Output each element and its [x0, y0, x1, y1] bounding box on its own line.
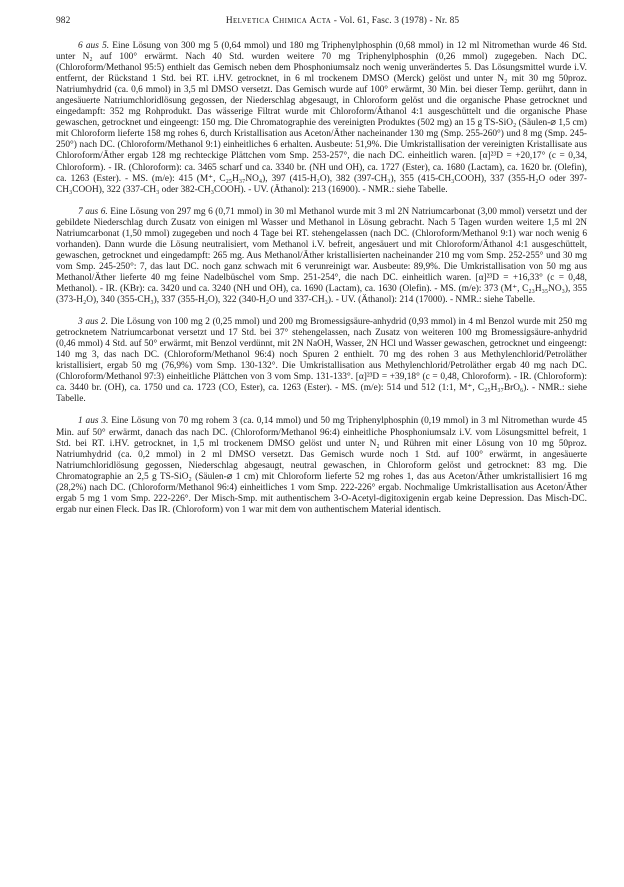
procedure-text: Eine Lösung von 297 mg 6 (0,71 mmol) in 30 ml Methanol wurde mit 3 ml 2N Natriumcarbonat (3,00 mmol) versetzt und der gebildete Niederschlag durch Zusatz von einigen ml Wasser und Methanol in Lösung gebracht. Nach 5 Tagen wurden weitere 1,5 ml 2N Natriumcarbonat (1,50 mmol) zugegeben und noch 4 Tage bei RT. stehengelassen (nach DC. (Chloroform/Methanol 9:1) war noch wenig 6 vorhanden). Dann wurde die Lösung neutralisiert, vom Methanol i.V. befreit, angesäuert und mit Chloroform/Äthanol 4:1 ausgeschüttelt, gewaschen, getrocknet und eingedampft: 265 mg. Aus Methanol/Äther kristallisierten nacheinander 210 mg vom Smp. 252-255° und 30 mg vom Smp. 245-250°: 7, das laut DC. noch ganz schwach mit 6 verunreinigt war. Ausbeute: 89,9%. Die Umkristallisation von 50 mg aus Methanol/Äther lieferte 40 mg feine Nadelbüschel vom Smp. 251-254°, die nach DC. einheitlich waren. [α]²³D = +16,33° (c = 0,48, Methanol). - IR. (KBr): ca. 3420 und ca. 3240 (NH und OH), ca. 1690 (Lactam), ca. 1630 (Olefin). - MS. (m/e): 373 (M⁺, C₂₃H₃₅NO₃), 355 (373-H₂O), 340 (355-CH₃), 337 (355-H₂O), 322 (340-H₂O und 337-CH₃). - UV. (Äthanol): 214 (17000). - NMR.: siehe Tabelle.	[56, 206, 587, 306]
procedure-text: Eine Lösung von 70 mg rohem 3 (ca. 0,14 mmol) und 50 mg Triphenylphosphin (0,19 mmol) in 3 ml Nitromethan wurde 45 Min. auf 50° erwärmt, danach das nach DC. (Chloroform/Methanol 96:4) einheitliche Phosphoniumsalz i.V. vom Lösungsmittel befreit, 1 Std. bei RT. i.HV. getrocknet, in 1,5 ml trockenem DMSO gelöst und unter N₂ und Rühren mit einer Lösung von 10 mg 50proz. Natriumhydrid (ca. 0,2 mmol) in 2 ml DMSO versetzt. Das Gemisch wurde noch 1 Std. auf 100° erwärmt, in angesäuerte Natriumchloridlösung gegossen, Niederschlag abgesaugt, neutral gewaschen, in Chloroform gelöst und getrocknet: 83 mg. Die Chromatographie an 2,5 g TS-SiO₂ (Säulen-⌀ 1 cm) mit Chloroform lieferte 52 mg rohes 1, das aus Aceton/Äther umkristallisiert 16 mg (28,2%) nach DC. (Chloroform/Methanol 96:4) einheitliches 1 vom Smp. 222-226° ergab. Nochmalige Umkristallisation aus Aceton/Äther ergab 5 mg 1 vom Smp. 222-226°. Der Misch-Smp. mit authentischem 3-O-Acetyl-digitoxigenin ergab keine Depression. Das Misch-DC. ergab nur einen Fleck. Das IR. (Chloroform) von 1 war mit dem von authentischem Material identisch.	[56, 416, 587, 515]
running-header	[56, 16, 589, 30]
article-body	[56, 41, 587, 523]
procedure-paragraph	[56, 416, 587, 515]
procedure-heading: 6 aus 5.	[78, 41, 110, 51]
page-number: 982	[56, 16, 71, 26]
procedure-heading: 3 aus 2.	[78, 317, 108, 328]
journal-citation	[56, 16, 589, 26]
procedure-heading: 1 aus 3.	[78, 416, 109, 427]
procedure-paragraph	[56, 41, 587, 196]
volume-info: - Vol. 61, Fasc. 3 (1978) - Nr. 85	[331, 16, 460, 26]
procedure-text: Die Lösung von 100 mg 2 (0,25 mmol) und 200 mg Bromessigsäure-anhydrid (0,93 mmol) in 4 ml Benzol wurde mit 250 mg getrocknetem Natriumcarbonat versetzt und 17 Std. bei 37° stehengelassen, nach Zusatz von weiteren 100 mg Bromessigsäure-anhydrid (0,46 mmol) 4 Std. auf 50° erwärmt, mit Benzol verdünnt, mit 2N NaOH, Wasser, 2N HCl und Wasser gewaschen, getrocknet und eingeengt: 140 mg 3, das nach DC. (Chloroform/Methanol 96:4) noch Spuren 2 enthielt. 70 mg des rohen 3 aus Methylenchlorid/Petroläther kristallisiert, ergab 50 mg (76,9%) vom Smp. 130-132°. Die Umkristallisation aus Methylenchlorid/Petroläther ergab 40 mg nach DC. (Chloroform/Methanol 97:3) einheitliche Plättchen von 3 vom Smp. 131-133°. [α]²³D = +39,18° (c = 0,48, Chloroform). - IR. (Chloroform): ca. 3440 br. (OH), ca. 1750 und ca. 1723 (CO, Ester), ca. 1263 (Ester). - MS. (m/e): 514 und 512 (1:1, M⁺, C₂₅H₃₇BrO₆). - NMR.: siehe Tabelle.	[56, 317, 587, 405]
journal-name: Helvetica Chimica Acta	[225, 16, 332, 26]
procedure-paragraph	[56, 317, 587, 405]
procedure-paragraph	[56, 207, 587, 306]
procedure-text: Eine Lösung von 300 mg 5 (0,64 mmol) und 180 mg Triphenylphosphin (0,68 mmol) in 12 ml Nitromethan wurde 46 Std. unter N₂ auf 100° erwärmt. Nach 40 Std. wurden weitere 70 mg Triphenylphosphin (0,26 mmol) zugegeben. Nach DC. (Chloroform/Methanol 95:5) enthielt das Gemisch neben dem Phosphoniumsalz noch wenig unverändertes 5. Das Lösungsmittel wurde i.V. entfernt, der Rückstand 1 Std. bei RT. i.HV. getrocknet, in 6 ml trockenem DMSO (Merck) gelöst und unter N₂ mit 30 mg 50proz. Natriumhydrid (ca. 0,6 mmol) in 3,5 ml DMSO versetzt. Das Gemisch wurde auf 100° erwärmt, 30 Min. bei dieser Temp. gerührt, dann in angesäuerte Natriumchloridlösung gegossen, der Niederschlag abgesaugt, in Chloroform gelöst und die organische Phase getrocknet und eingedampft: 352 mg Rohprodukt. Das wässerige Filtrat wurde mit Chloroform/Äthanol 4:1 ausgeschüttelt und die organische Phase gewaschen, getrocknet und eingeengt: 150 mg. Die Chromatographie des vereinigten Produktes (502 mg) an 15 g TS-SiO₂ (Säulen-⌀ 1,5 cm) mit Chloroform lieferte 158 mg rohes 6, durch Kristallisation aus Aceton/Äther nacheinander 130 mg (Smp. 255-260°) und 8 mg (Smp. 245-250°) nach DC. (Chloroform/Methanol 9:1) einheitliches 6 erhalten. Ausbeute: 51,9%. Die Umkristallisation der vereinigten Kristallisate aus Chloroform/Äther ergab 128 mg rechteckige Plättchen vom Smp. 253-257°, die nach DC. einheitlich waren. [α]²³D = +20,17° (c = 0,34, Chloroform). - IR. (Chloroform): ca. 3465 scharf und ca. 3340 br. (NH und OH), ca. 1727 (Ester), ca. 1680 (Lactam), ca. 1620 br. (Olefin), ca. 1263 (Ester). - MS. (m/e): 415 (M⁺, C₂₅H₃₇NO₄), 397 (415-H₂O), 382 (397-CH₃), 355 (415-CH₃COOH), 337 (355-H₂O oder 397-CH₃COOH), 322 (337-CH₃ oder 382-CH₃COOH). - UV. (Äthanol): 213 (16900). - NMR.: siehe Tabelle.	[56, 41, 587, 195]
procedure-heading: 7 aus 6.	[78, 206, 108, 217]
